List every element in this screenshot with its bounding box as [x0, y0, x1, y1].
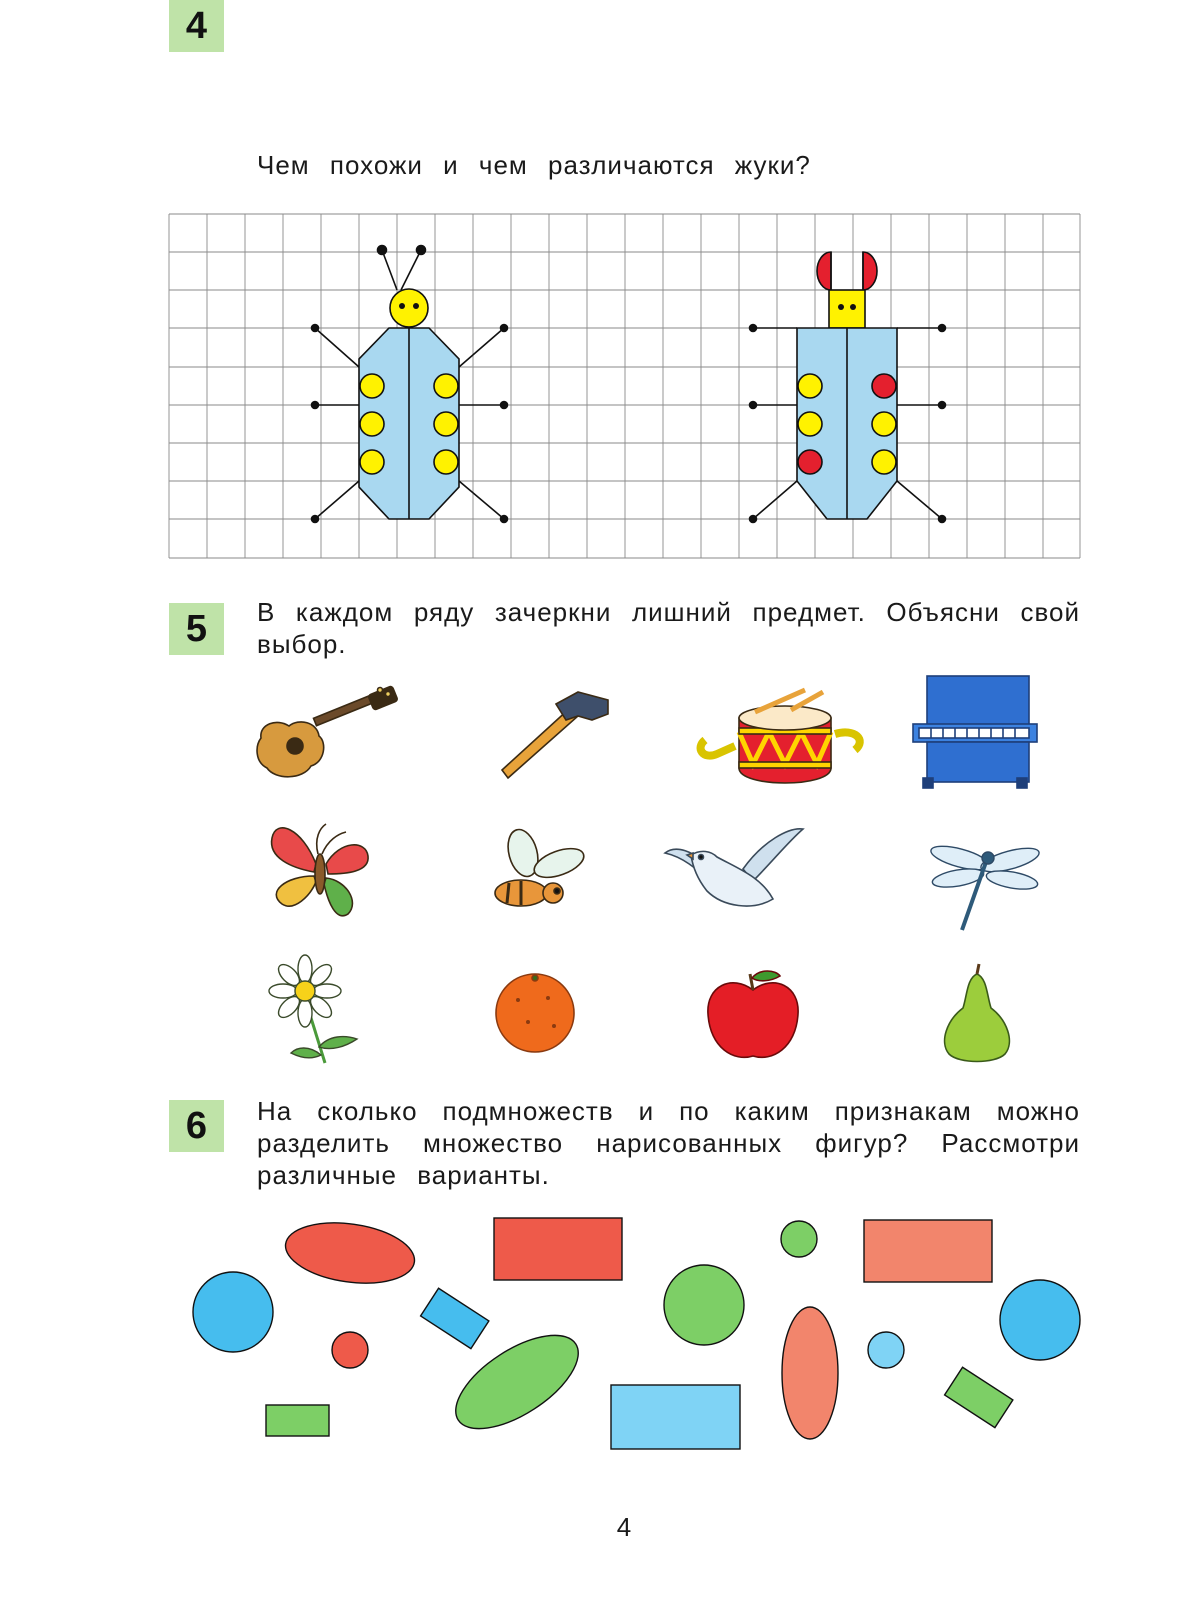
- page-number: 4: [616, 1512, 632, 1542]
- task-5-text: В каждом ряду зачеркни лишний предмет. Объясни свой выбор.: [257, 597, 1080, 659]
- lightblue-small-circle: [868, 1332, 904, 1368]
- blue-tilted-rectangle: [421, 1288, 489, 1348]
- task-4-badge: 4: [169, 0, 224, 52]
- green-rectangle: [266, 1405, 329, 1436]
- lightblue-rectangle: [611, 1385, 740, 1449]
- task-5-badge: 5: [169, 603, 224, 655]
- task-6-badge: 6: [169, 1100, 224, 1152]
- red-small-circle: [332, 1332, 368, 1368]
- task-6-text: На сколько подмножеств и по каким признакам можно разделить множество нарисованных фигур? Рассмотри различные варианты.: [257, 1096, 1080, 1190]
- green-small-circle: [781, 1221, 817, 1257]
- salmon-rectangle: [864, 1220, 992, 1282]
- blue-circle-left: [193, 1272, 273, 1352]
- red-ellipse: [282, 1215, 419, 1291]
- red-rectangle: [494, 1218, 622, 1280]
- green-circle: [664, 1265, 744, 1345]
- green-tilted-rectangle: [945, 1367, 1013, 1427]
- task-4-text: Чем похожи и чем различаются жуки?: [257, 150, 811, 180]
- salmon-ellipse: [782, 1307, 838, 1439]
- blue-circle-right: [1000, 1280, 1080, 1360]
